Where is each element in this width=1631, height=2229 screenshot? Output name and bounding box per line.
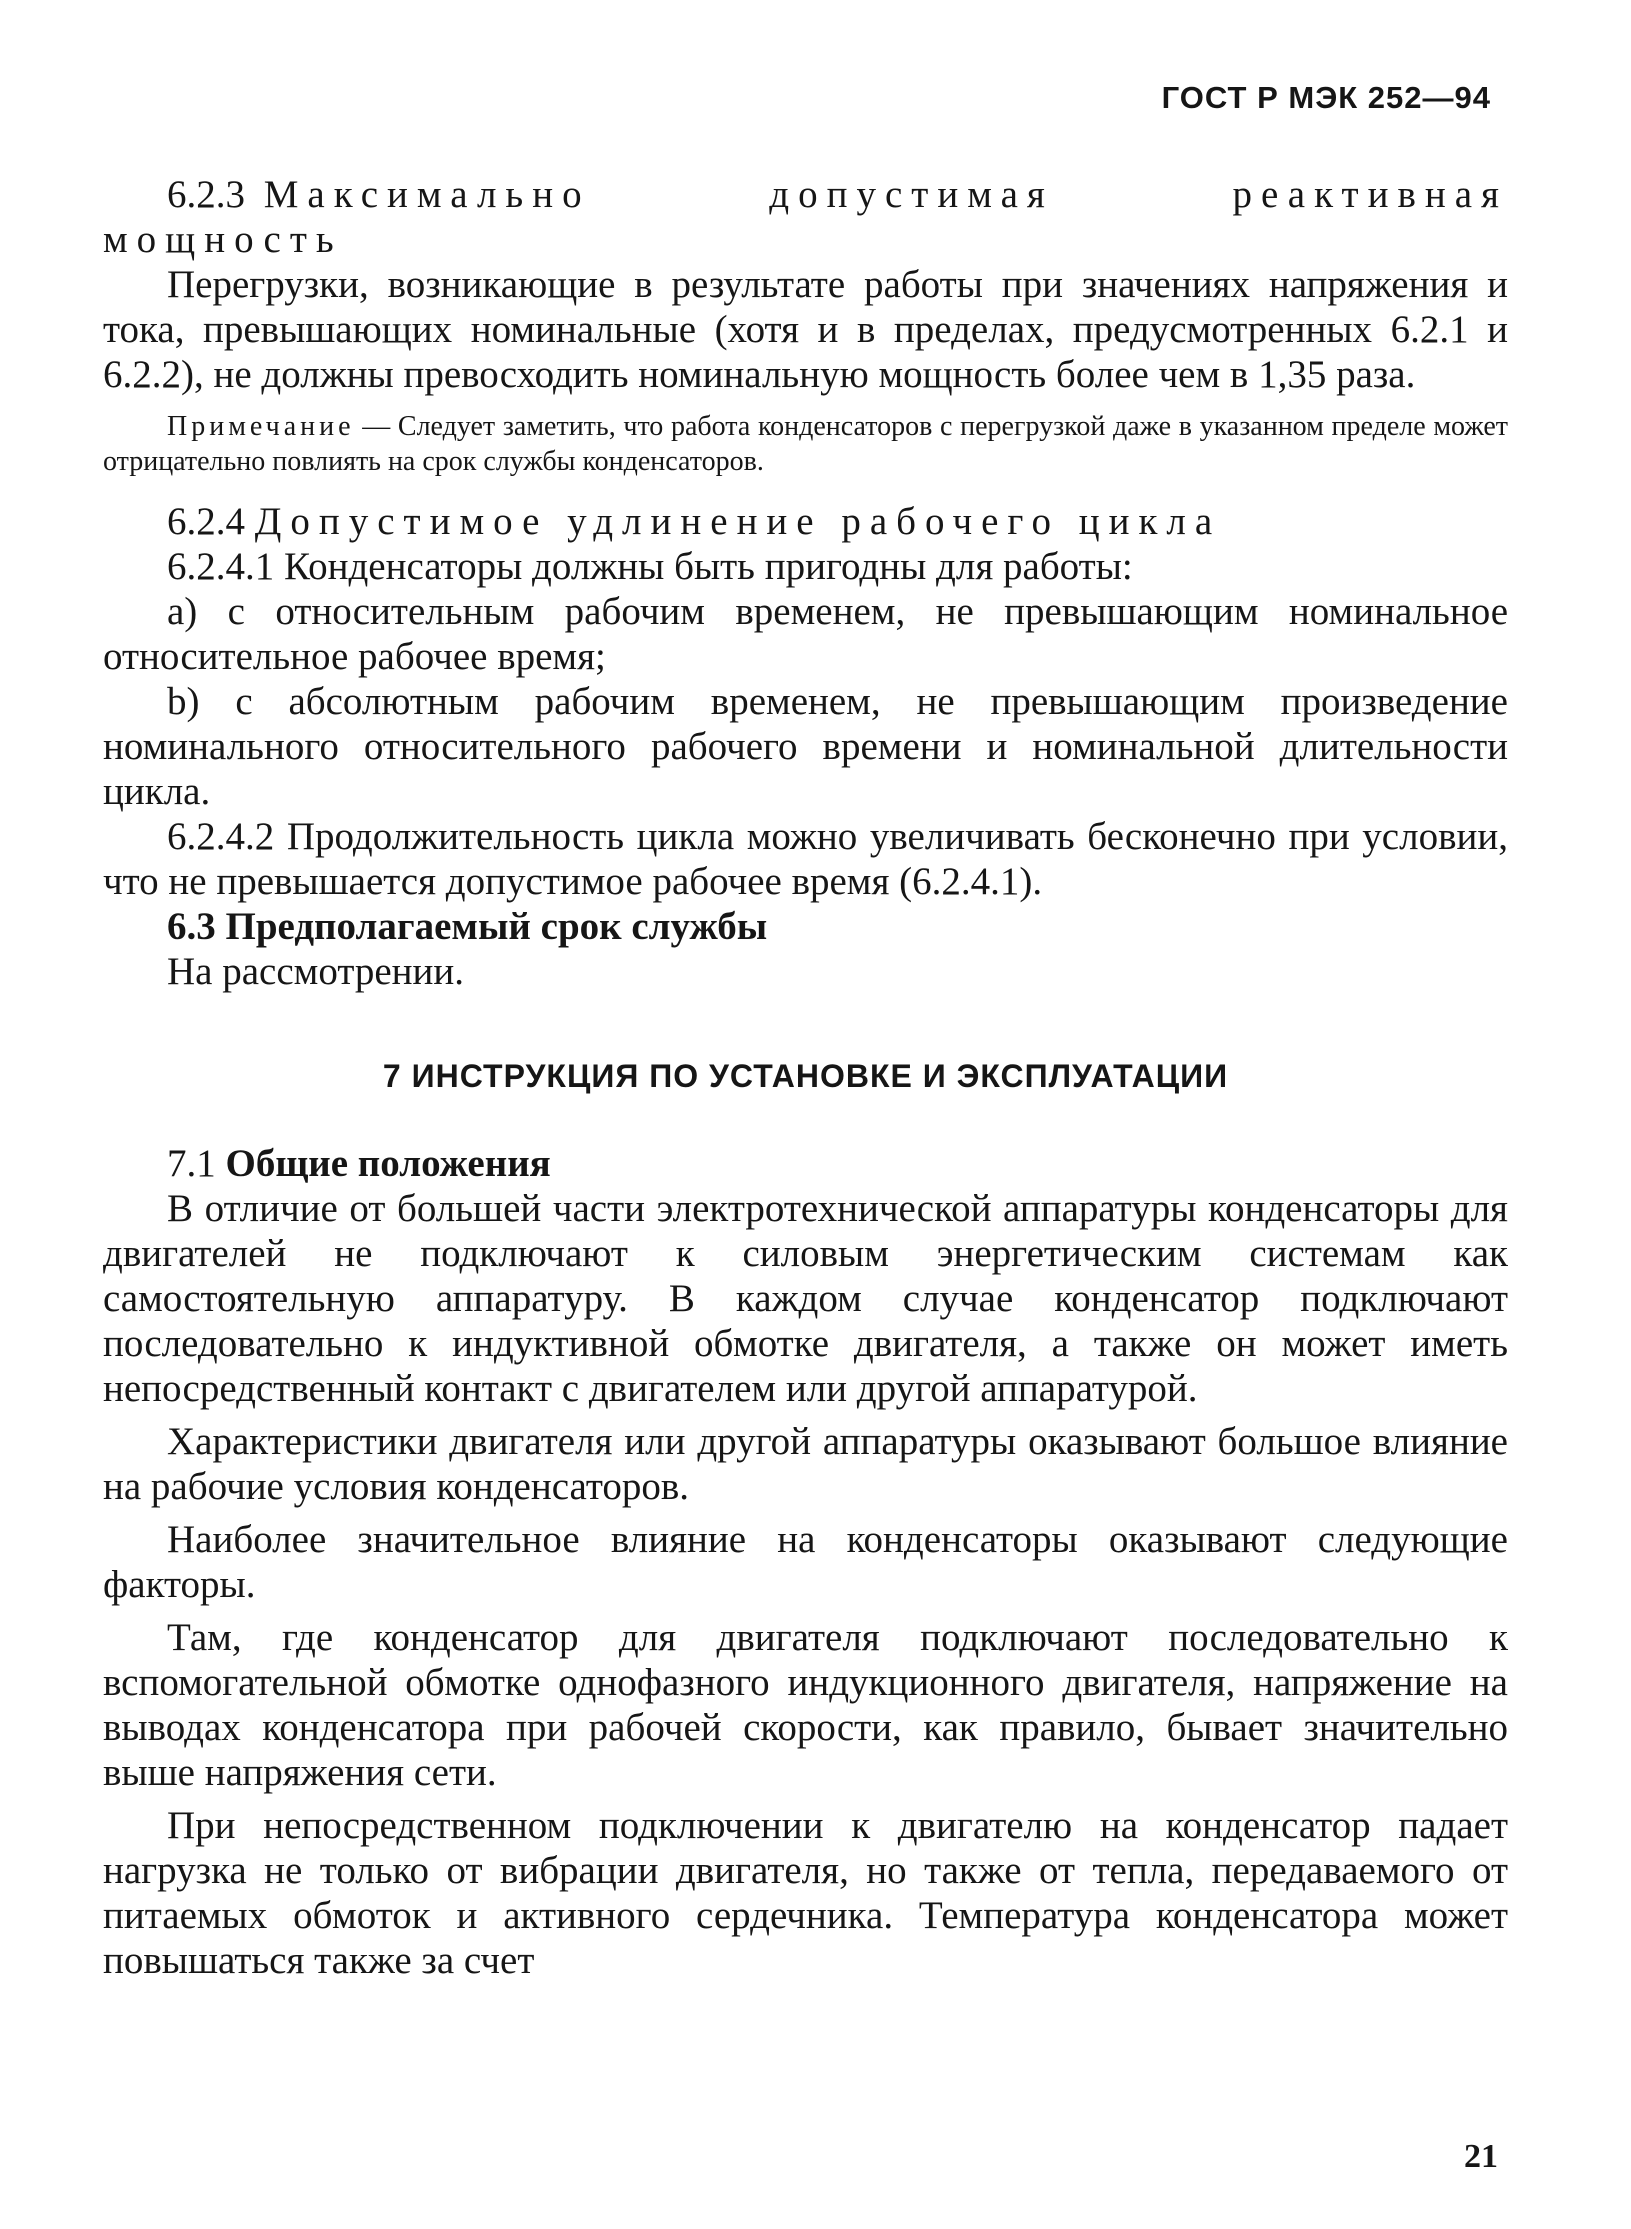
section-7-paragraph-1: В отличие от большей части электротехнической аппаратуры конденсаторы для двигателей не подключают к силовым энергетическим системам как самостоятельную аппаратуру. В каждом случае конденсатор подключают последовательно к индуктивной обмотке двигателя, а также он может иметь непосредственный контакт с двигателем или другой аппаратурой. <box>103 1187 1508 1410</box>
section-623-word-3: реактивная <box>1232 173 1508 216</box>
clause-6242: 6.2.4.2 Продолжительность цикла можно увеличивать бесконечно при условии, что не превышается допустимое рабочее время (6.2.4.1). <box>103 815 1508 903</box>
section-623-number: 6.2.3 <box>167 173 245 216</box>
list-item-a: а) с относительным рабочим временем, не превышающим номинальное относительное рабочее время; <box>103 590 1508 678</box>
subsection-71-title: Общие положения <box>225 1142 551 1185</box>
section-624-number: 6.2.4 <box>167 500 245 543</box>
section-623-word-2: допустимая <box>769 173 1054 216</box>
page-number: 21 <box>1464 2138 1498 2175</box>
section-623-heading-continuation: мощность <box>103 218 343 261</box>
section-7-title: 7 ИНСТРУКЦИЯ ПО УСТАНОВКЕ И ЭКСПЛУАТАЦИИ <box>382 1058 1229 1094</box>
list-item-b: b) с абсолютным рабочим временем, не превышающим произведение номинального относительного рабочего времени и номинальной длительности цикла. <box>103 680 1508 813</box>
section-7-paragraph-4: Там, где конденсатор для двигателя подключают последовательно к вспомогательной обмотке однофазного индукционного двигателя, напряжение на выводах конденсатора при рабочей скорости, как правило, бывает значительно выше напряжения сети. <box>103 1616 1508 1794</box>
section-623-heading <box>103 172 1508 217</box>
page-body <box>103 172 1508 1983</box>
section-624-title: Допустимое удлинение рабочего цикла <box>254 500 1222 543</box>
section-7-paragraph-2: Характеристики двигателя или другой аппаратуры оказывают большое влияние на рабочие условия конденсаторов. <box>103 1420 1508 1508</box>
subsection-71-heading <box>103 1141 1508 1186</box>
running-header: ГОСТ Р МЭК 252—94 <box>1161 80 1491 115</box>
section-63-heading: 6.3 Предполагаемый срок службы <box>167 905 768 948</box>
note-label: Примечание <box>167 411 355 442</box>
subsection-71-number: 7.1 <box>167 1142 216 1185</box>
note-text: — Следует заметить, что работа конденсаторов с перегрузкой даже в указанном пределе может отрицательно повлиять на срок службы конденсаторов. <box>103 411 1508 477</box>
section-623-heading-line <box>167 172 591 217</box>
section-63-text: На рассмотрении. <box>167 950 465 993</box>
section-623-word-1: Максимально <box>263 173 591 216</box>
section-7-paragraph-3: Наиболее значительное влияние на конденсаторы оказывают следующие факторы. <box>103 1518 1508 1606</box>
clause-6241: 6.2.4.1 Конденсаторы должны быть пригодны для работы: <box>167 545 1133 588</box>
section-623-paragraph: Перегрузки, возникающие в результате работы при значениях напряжения и тока, превышающих номинальные (хотя и в пределах, предусмотренных 6.2.1 и 6.2.2), не должны превосходить номинальную мощность более чем в 1,35 раза. <box>103 263 1508 396</box>
section-624-heading <box>103 499 1508 544</box>
section-7-paragraph-5: При непосредственном подключении к двигателю на конденсатор падает нагрузка не только от вибрации двигателя, но также от тепла, передаваемого от питаемых обмоток и активного сердечника. Температура конденсатора может повышаться также за счет <box>103 1804 1508 1982</box>
note <box>103 409 1508 479</box>
